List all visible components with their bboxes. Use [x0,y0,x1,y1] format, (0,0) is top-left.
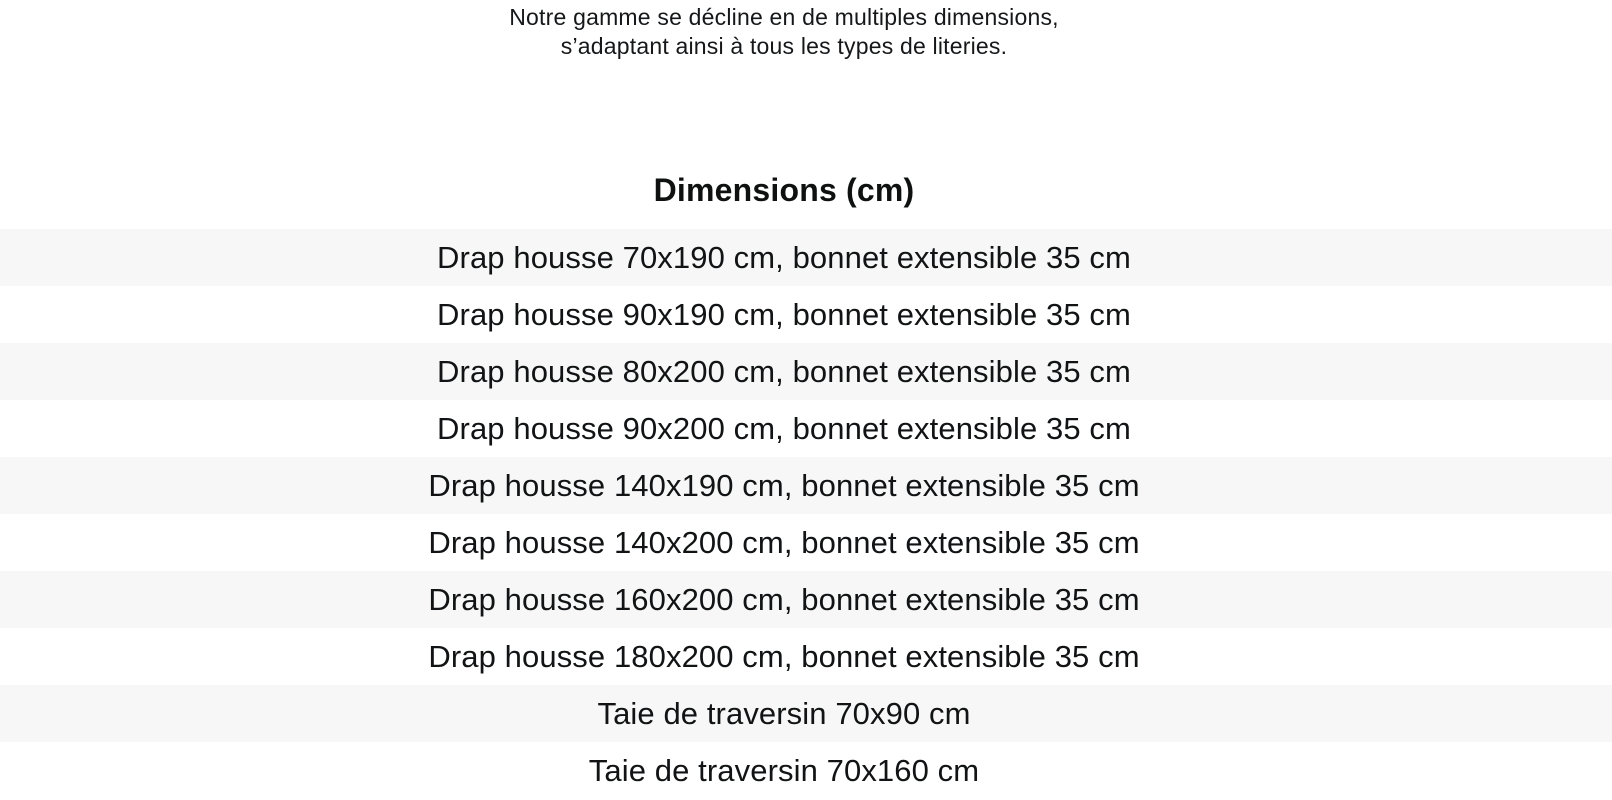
row-label: Drap housse 140x200 cm, bonnet extensible 35 cm [428,525,1140,560]
row-label: Drap housse 160x200 cm, bonnet extensible 35 cm [428,582,1140,617]
intro-line-1: Notre gamme se décline en de multiples dimensions, [509,4,1059,30]
table-row [0,229,1612,286]
table-row [0,343,1612,400]
row-label: Drap housse 90x190 cm, bonnet extensible 35 cm [437,297,1131,332]
row-label: Drap housse 140x190 cm, bonnet extensible 35 cm [428,468,1140,503]
table-row [0,742,1612,799]
table-row [0,571,1612,628]
table-row [0,400,1612,457]
table-row [0,514,1612,571]
intro-text [0,0,1612,61]
row-label: Drap housse 80x200 cm, bonnet extensible 35 cm [437,354,1131,389]
table-row [0,685,1612,742]
table-row [0,628,1612,685]
row-label: Drap housse 90x200 cm, bonnet extensible 35 cm [437,411,1131,446]
table-row [0,457,1612,514]
row-label: Drap housse 70x190 cm, bonnet extensible 35 cm [437,240,1131,275]
row-label: Taie de traversin 70x160 cm [588,753,980,788]
dimensions-table [0,229,1612,799]
table-row [0,286,1612,343]
row-label: Taie de traversin 70x90 cm [597,696,971,731]
intro-line-2: s’adaptant ainsi à tous les types de literies. [560,33,1008,59]
section-title: Dimensions (cm) [653,172,915,208]
row-label: Drap housse 180x200 cm, bonnet extensible 35 cm [428,639,1140,674]
